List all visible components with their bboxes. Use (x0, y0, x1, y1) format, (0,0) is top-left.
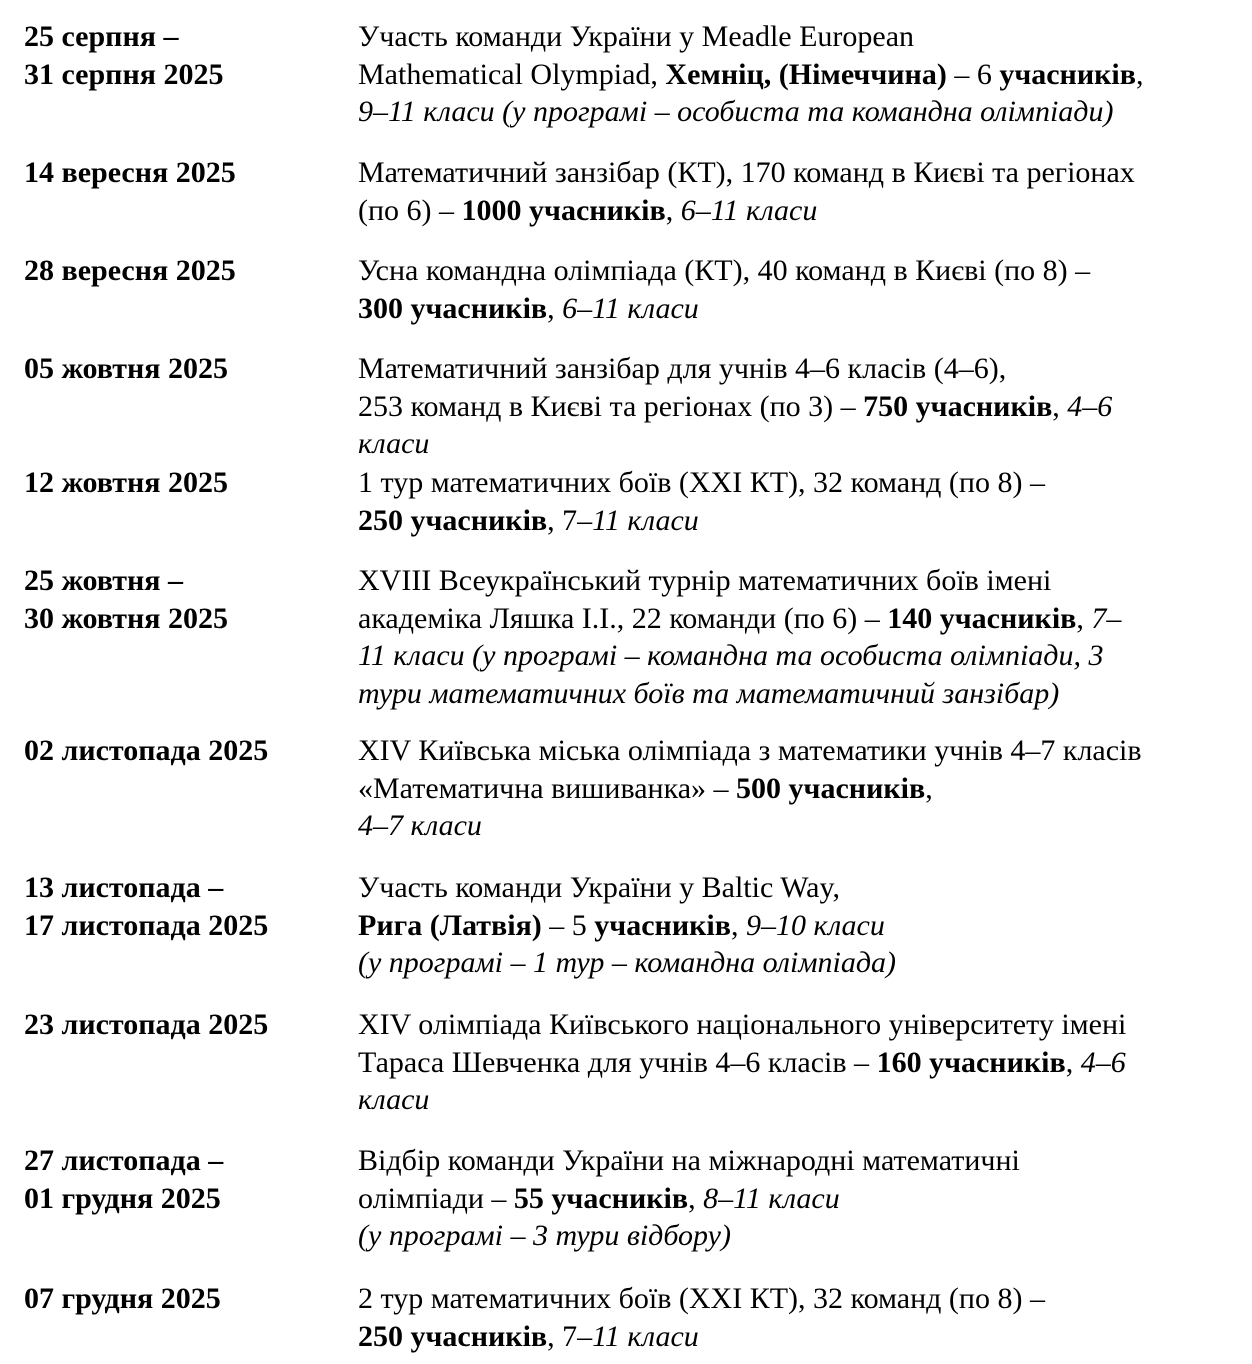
entry-date (24, 252, 344, 290)
text-segment: Тараса Шевченка для учнів 4–6 класів – (358, 1045, 877, 1079)
bold-text: 300 учасників (358, 291, 548, 325)
entry-description (358, 1006, 1238, 1119)
text-segment: , (688, 1181, 704, 1215)
entry-date-line: 01 грудня 2025 (24, 1181, 221, 1215)
italic-text: класи (358, 427, 430, 460)
bold-text: 1000 учасників (461, 193, 666, 227)
description-line (358, 192, 1238, 230)
entry-date-line: 28 вересня 2025 (24, 254, 236, 287)
entry-description (358, 1142, 1238, 1255)
text-segment: Участь команди України у Baltic Way, (358, 871, 841, 904)
text-segment: Математичний занзібар для учнів 4–6 класів (4–6), (358, 352, 1007, 385)
description-line (358, 637, 1238, 675)
italic-text: 11 класи (592, 503, 699, 537)
text-segment: академіка Ляшка І.І., 22 команди (по 6) – (358, 601, 888, 635)
description-line (358, 464, 1238, 502)
entry-description (358, 350, 1238, 463)
text-segment: Математичний занзібар (КТ), 170 команд в Києві та регіонах (358, 156, 1135, 189)
text-segment: (по 6) – (358, 193, 462, 227)
entry-date (24, 154, 344, 192)
italic-text: 4–7 класи (358, 809, 482, 842)
description-line (358, 1142, 1238, 1180)
text-segment: 1 тур математичних боїв (XXI КТ), 32 команд (по 8) – (358, 466, 1045, 499)
description-line (358, 18, 1238, 56)
italic-text: 6–11 класи (562, 291, 699, 325)
italic-text: 11 класи (592, 1319, 699, 1353)
entry-date-line: 31 серпня 2025 (24, 57, 224, 91)
description-line (358, 869, 1238, 907)
description-line (358, 290, 1238, 328)
text-segment: олімпіади – (358, 1181, 514, 1215)
entry-date (24, 1006, 344, 1044)
text-segment: , (730, 908, 746, 942)
text-segment: , (1065, 1045, 1081, 1079)
entry-date-line: 17 листопада 2025 (24, 908, 269, 942)
text-segment: Відбір команди України на міжнародні математичні (358, 1144, 1020, 1177)
description-line (358, 154, 1238, 192)
description-line (358, 562, 1238, 600)
entry-description (358, 252, 1238, 327)
entry-date (24, 732, 344, 770)
entry-description (358, 732, 1238, 845)
entry-description (358, 464, 1238, 539)
bold-text: 250 учасників (358, 503, 548, 537)
italic-text: 6–11 класи (680, 193, 818, 227)
text-segment: – 5 (541, 908, 595, 942)
description-line (358, 1280, 1238, 1318)
description-line (358, 388, 1238, 426)
entry-date (24, 562, 344, 637)
description-line (358, 944, 1238, 982)
italic-text: 9–11 класи (у програмі – особиста та командна олімпіади) (358, 95, 1114, 128)
description-line (358, 425, 1238, 463)
italic-text: 11 класи (у програмі – командна та особиста олімпіади, 3 (358, 639, 1104, 672)
text-segment: XIV олімпіада Київського національного університету імені (358, 1008, 1127, 1041)
text-segment: XVIII Всеукраїнський турнір математичних боїв імені (358, 564, 1052, 597)
italic-text: (у програмі – 3 тури відбору) (358, 1219, 731, 1252)
bold-text: 500 учасників (736, 771, 926, 805)
text-segment: , (1135, 57, 1144, 91)
description-line (358, 732, 1238, 770)
entry-date (24, 464, 344, 502)
description-line (358, 1081, 1238, 1119)
text-segment: 253 команд в Києві та регіонах (по 3) – (358, 389, 864, 423)
bold-text: Хемніц, (Німеччина) (665, 57, 947, 91)
bold-text: 750 учасників (863, 389, 1053, 423)
text-segment: XIV Київська міська олімпіада з математики учнів 4–7 класів (358, 734, 1142, 767)
entry-date-line: 12 жовтня 2025 (24, 466, 228, 499)
entry-date-line: 23 листопада 2025 (24, 1008, 269, 1041)
description-line (358, 502, 1238, 540)
bold-text: Рига (Латвія) (358, 908, 542, 942)
bold-text: 140 учасників (887, 601, 1077, 635)
description-line (358, 1180, 1238, 1218)
text-segment: – 6 (946, 57, 1000, 91)
description-line (358, 675, 1238, 713)
text-segment: Участь команди України у Meadle European (358, 20, 915, 53)
text-segment: , (547, 291, 563, 325)
entry-date-line: 25 жовтня – (24, 564, 183, 597)
text-segment: , 7– (547, 1319, 593, 1353)
entry-date (24, 350, 344, 388)
text-segment: , (665, 193, 681, 227)
entry-date-line: 14 вересня 2025 (24, 156, 236, 189)
italic-text: 8–11 класи (703, 1181, 840, 1215)
description-line (358, 1318, 1238, 1356)
description-line (358, 252, 1238, 290)
entry-date-line: 13 листопада – (24, 871, 224, 904)
text-segment: «Математична вишиванка» – (358, 771, 737, 805)
italic-text: 9–10 класи (745, 908, 885, 942)
text-segment: , (1052, 389, 1068, 423)
entry-date (24, 18, 344, 93)
bold-text: 160 учасників (876, 1045, 1066, 1079)
text-segment: , (925, 771, 933, 805)
entry-date-line: 30 жовтня 2025 (24, 601, 228, 635)
description-line (358, 350, 1238, 388)
bold-text: учасників (999, 57, 1136, 91)
entry-date (24, 869, 344, 944)
description-line (358, 56, 1238, 94)
description-line (358, 1044, 1238, 1082)
description-line (358, 807, 1238, 845)
entry-description (358, 1280, 1238, 1355)
entry-date (24, 1280, 344, 1318)
bold-text: 250 учасників (358, 1319, 548, 1353)
description-line (358, 600, 1238, 638)
description-line (358, 907, 1238, 945)
description-line (358, 93, 1238, 131)
description-line (358, 1217, 1238, 1255)
text-segment: Усна командна олімпіада (КТ), 40 команд в Києві (по 8) – (358, 254, 1091, 287)
text-segment: , 7– (547, 503, 593, 537)
description-line (358, 770, 1238, 808)
italic-text: 4–6 (1067, 389, 1113, 423)
entry-date-line: 25 серпня – (24, 20, 179, 53)
entry-description (358, 869, 1238, 982)
bold-text: учасників (594, 908, 731, 942)
entry-date-line: 05 жовтня 2025 (24, 352, 228, 385)
entry-date-line: 27 листопада – (24, 1144, 224, 1177)
text-segment: Mathematical Olympiad, (358, 57, 666, 91)
italic-text: класи (358, 1083, 430, 1116)
italic-text: 4–6 (1080, 1045, 1126, 1079)
bold-text: 55 учасників (513, 1181, 689, 1215)
entry-date-line: 07 грудня 2025 (24, 1282, 221, 1315)
italic-text: тури математичних боїв та математичний занзібар) (358, 676, 1060, 710)
entry-date-line: 02 листопада 2025 (24, 734, 269, 767)
entry-description (358, 562, 1238, 712)
text-segment: 2 тур математичних боїв (XXI КТ), 32 команд (по 8) – (358, 1282, 1045, 1315)
entry-date (24, 1142, 344, 1217)
italic-text: (у програмі – 1 тур – командна олімпіада) (358, 946, 896, 979)
description-line (358, 1006, 1238, 1044)
italic-text: 7– (1091, 601, 1122, 635)
entry-description (358, 18, 1238, 131)
text-segment: , (1076, 601, 1092, 635)
entry-description (358, 154, 1238, 229)
